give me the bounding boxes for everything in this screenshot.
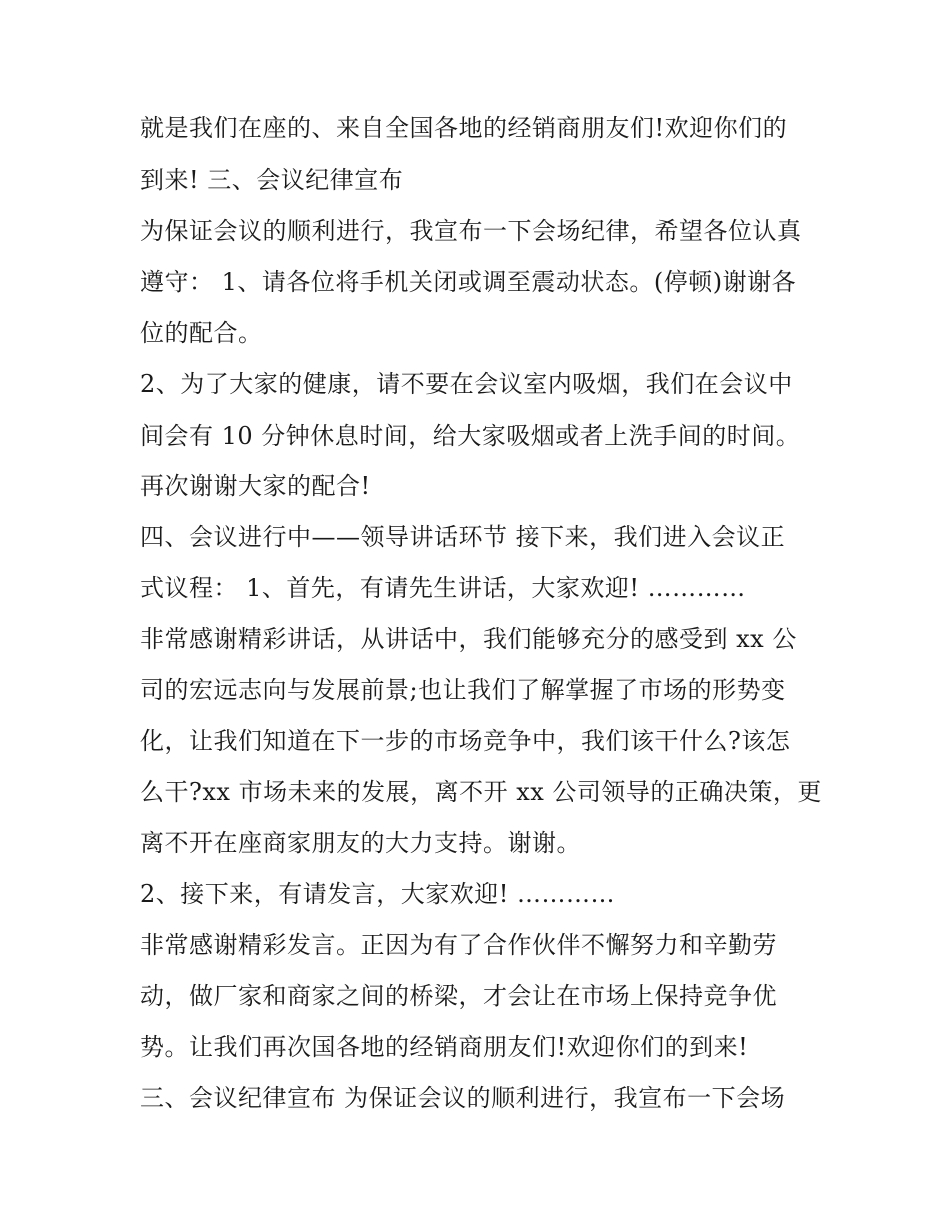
text-line: 么干?xx 市场未来的发展，离不开 xx 公司领导的正确决策，更: [140, 778, 822, 806]
text-line: 位的配合。: [140, 319, 263, 347]
text-line: 2、接下来，有请发言，大家欢迎! …………: [140, 880, 616, 908]
text-line: 司的宏远志向与发展前景;也让我们了解掌握了市场的形势变: [140, 676, 786, 704]
text-line: 化，让我们知道在下一步的市场竞争中，我们该干什么?该怎: [140, 727, 791, 755]
text-line: 2、为了大家的健康，请不要在会议室内吸烟，我们在会议中: [140, 370, 793, 398]
text-line: 式议程： 1、首先，有请先生讲话，大家欢迎! …………: [140, 574, 746, 602]
text-line: 势。让我们再次国各地的经销商朋友们!欢迎你们的到来!: [140, 1033, 749, 1061]
text-line: 离不开在座商家朋友的大力支持。谢谢。: [140, 829, 581, 857]
text-line: 非常感谢精彩发言。正因为有了合作伙伴不懈努力和辛勤劳: [140, 931, 777, 959]
text-line: 间会有 10 分钟休息时间，给大家吸烟或者上洗手间的时间。: [140, 422, 801, 450]
text-line: 三、会议纪律宣布 为保证会议的顺利进行，我宣布一下会场: [140, 1084, 786, 1112]
text-line: 为保证会议的顺利进行，我宣布一下会场纪律，希望各位认真: [140, 217, 802, 245]
text-line: 四、会议进行中——领导讲话环节 接下来，我们进入会议正: [140, 523, 786, 551]
text-line: 到来! 三、会议纪律宣布: [140, 166, 404, 194]
text-line: 再次谢谢大家的配合!: [140, 472, 371, 500]
text-line: 非常感谢精彩讲话，从讲话中，我们能够充分的感受到 xx 公: [140, 625, 797, 653]
text-line: 动，做厂家和商家之间的桥梁，才会让在市场上保持竞争优: [140, 982, 777, 1010]
text-line: 就是我们在座的、来自全国各地的经销商朋友们!欢迎你们的: [140, 114, 788, 142]
text-line: 遵守： 1、请各位将手机关闭或调至震动状态。(停顿)谢谢各: [140, 268, 797, 296]
